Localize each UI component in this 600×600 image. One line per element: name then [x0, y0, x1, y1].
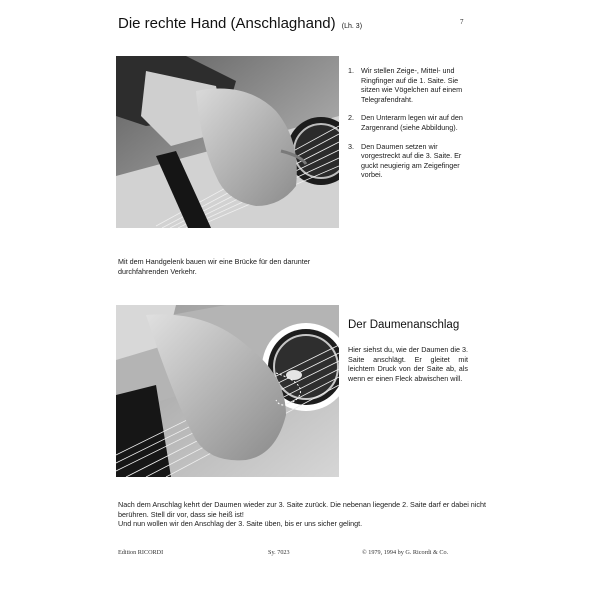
- wrist-bridge-text: Mit dem Handgelenk bauen wir eine Brücke für den darunter durchfahrenden Verkehr.: [118, 257, 311, 276]
- page-title-text: Die rechte Hand (Anschlaghand): [118, 15, 336, 32]
- step-text: Den Daumen setzen wir vorgestreckt auf die 3. Saite. Er guckt neugierig am Zeigefinger vorbei.: [361, 141, 462, 180]
- right-hand-position-illustration: [116, 56, 339, 228]
- thumb-stroke-photo: [116, 305, 339, 477]
- step-number: 2.: [348, 113, 354, 123]
- thumb-stroke-text: Hier siehst du, wie der Daumen die 3. Saite anschlägt. Er gleitet mit leichtem Druck von der Saite ab, als wenn er einen Fleck abwischen will.: [348, 345, 468, 383]
- practice-text-line: Nach dem Anschlag kehrt der Daumen wieder zur 3. Saite zurück. Die nebenan liegende 2. Saite darf er dabei nicht berühren. Stell dir vor, dass sie heiß ist!: [118, 500, 486, 519]
- page-title: [118, 15, 362, 32]
- page-number: 7: [460, 18, 464, 26]
- right-hand-position-photo: [116, 56, 339, 228]
- step-number: 3.: [348, 141, 354, 151]
- footer-copyright: © 1979, 1994 by G. Ricordi & Co.: [362, 549, 449, 556]
- step-item: [348, 66, 468, 104]
- page-title-reference: (Lh. 3): [341, 23, 363, 30]
- step-text: Den Unterarm legen wir auf den Zargenrand (siehe Abbildung).: [361, 113, 463, 132]
- practice-text-line: Und nun wollen wir den Anschlag der 3. Saite üben, bis er uns sicher gelingt.: [118, 519, 363, 529]
- thumb-stroke-heading: Der Daumenanschlag: [348, 319, 460, 331]
- step-number: 1.: [348, 66, 354, 75]
- step-text: Wir stellen Zeige-, Mittel- und Ringfinger auf die 1. Saite. Sie sitzen wie Vögelchen auf einem Telegrafendraht.: [361, 66, 463, 104]
- step-item: [348, 113, 468, 132]
- instruction-steps: [348, 66, 468, 189]
- thumb-stroke-illustration: [116, 305, 339, 477]
- footer-publisher: Edition RICORDI: [118, 549, 164, 556]
- footer-catalog-number: Sy. 7023: [268, 549, 290, 556]
- step-item: [348, 142, 468, 180]
- practice-text: [118, 500, 488, 529]
